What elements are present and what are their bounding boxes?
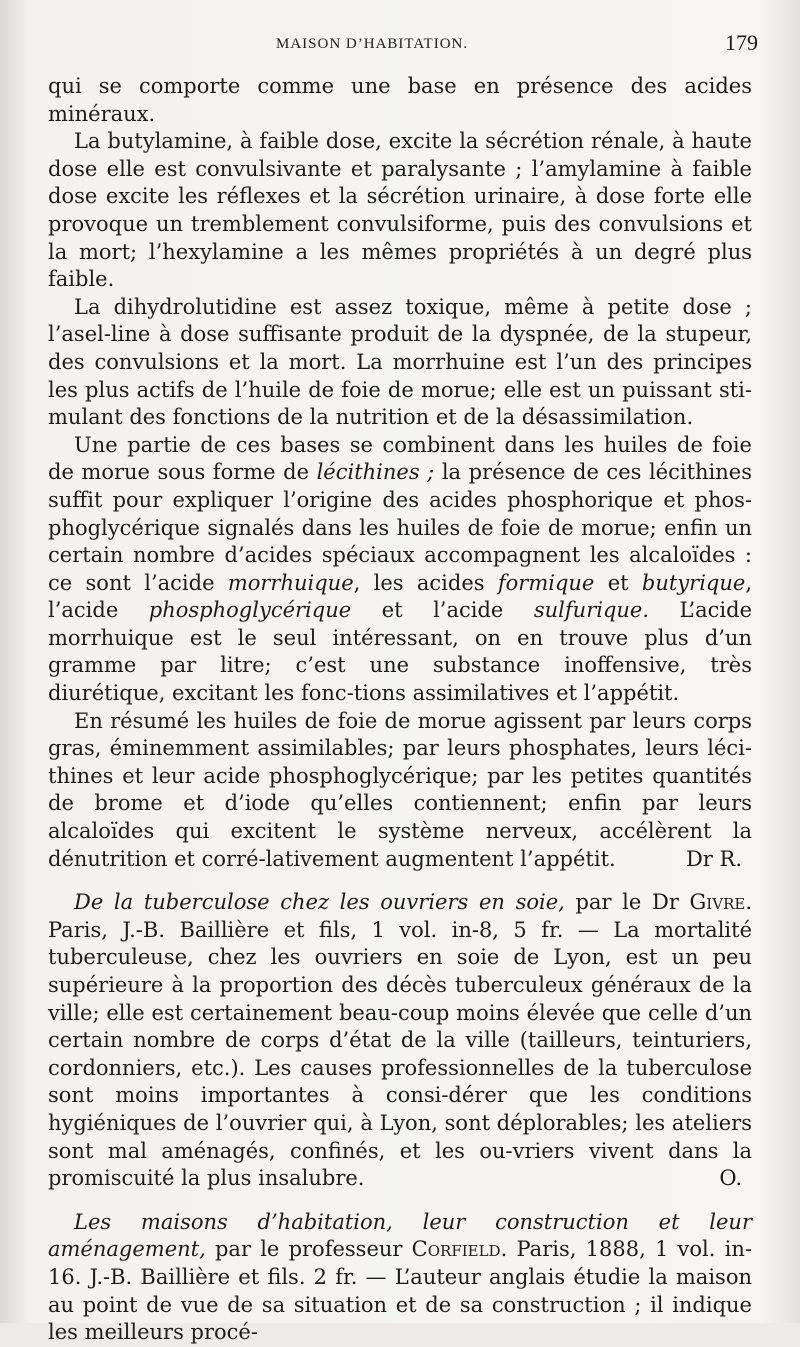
running-title: MAISON D’HABITATION. [276, 36, 469, 52]
paragraph-lecithines: Une partie de ces bases se combinent dans les huiles de foie de morue sous forme de lécithines ; la présence de ces lécithines suffit pour expliquer l’origine des acides phosphorique et phos-phoglycérique signalés dans les huiles de foie de morue; enfin un certain nombre d’acides spéciaux accompagnent les alcaloïdes : ce sont l’acide morrhuique, les acides formique et butyrique, l’acide phosphoglycérique et l’acide sulfurique. L’acide morrhuique est le seul intéressant, on en trouve plus d’un gramme par litre; c’est une substance inoffensive, très diurétique, excitant les fonc-tions assimilatives et l’appétit. [48, 432, 753, 706]
review-author: Corfield [411, 1237, 501, 1262]
paragraph-continued: qui se comporte comme une base en présence des acides minéraux. [48, 74, 752, 126]
review-author: Givre [689, 890, 746, 915]
review-tuberculose: De la tuberculose chez les ouvriers en soie, par le Dr Givre. Paris, J.-B. Baillière et fils, 1 vol. in-8, 5 fr. — La mortalité tuberculeuse, chez les ouvriers en soie de Lyon, est un peu supérieure à la proportion des décès tuberculeux généraux de la ville; elle est certainement beau-coup moins élevée que celle d’un certain nombre de corps d’état de la ville (tailleurs, teinturiers, cordonniers, etc.). Les causes professionnelles de la tuberculose sont moins importantes à consi-dérer que les conditions hygiéniques de l’ouvrier qui, à Lyon, sont déplorables; les ateliers sont mal aménagés, confinés, et les ou-vriers vivent dans la promiscuité la plus insalubre. O. [48, 889, 752, 1193]
review-maisons: Les maisons d’habitation, leur construction et leur aménagement, par le professeur Corfield. Paris, 1888, 1 vol. in-16. J.-B. Baillière et fils. 2 fr. — L’auteur anglais étudie la maison au point de vue de sa situation et de sa construction ; il indique les meilleurs procé- [48, 1209, 752, 1345]
paragraph-butylamine: La butylamine, à faible dose, excite la sécrétion rénale, à haute dose elle est convulsivante et paralysante ; l’amylamine à faible dose excite les réflexes et la sécrétion urinaire, à dose forte elle provoque un tremblement convulsiforme, puis des convulsions et la mort; l’hexylamine a les mêmes propriétés à un degré plus faible. [48, 129, 752, 292]
page-body [48, 73, 752, 1347]
review-title: De la tuberculose chez les ouvriers en soie, [74, 890, 565, 915]
page-number: 179 [725, 30, 758, 55]
paragraph-dihydrolutidine: La dihydrolutidine est assez toxique, même à petite dose ; l’asel-line à dose suffisante produit de la dyspnée, de la stupeur, des convulsions et la mort. La morrhuine est l’un des principes les plus actifs de l’huile de foie de morue; elle est un puissant sti-mulant des fonctions de la nutrition et de la désassimilation. [48, 294, 752, 430]
paragraph-resume: En résumé les huiles de foie de morue agissent par leurs corps gras, éminemment assimilables; par leurs phosphates, leurs léci-thines et leur acide phosphoglycérique; par les petites quantités de brome et d’iode qu’elles contiennent; enfin par leurs alcaloïdes qui excitent le système nerveux, accélèrent la dénutrition et corré-lativement augmentent l’appétit. Dr R. [48, 708, 752, 874]
signature-o: O. [719, 1166, 742, 1191]
page-header [48, 30, 758, 66]
review-title: Les maisons d’habitation, leur construction et leur aménagement, [48, 1209, 752, 1262]
signature-r: Dr R. [685, 846, 742, 871]
